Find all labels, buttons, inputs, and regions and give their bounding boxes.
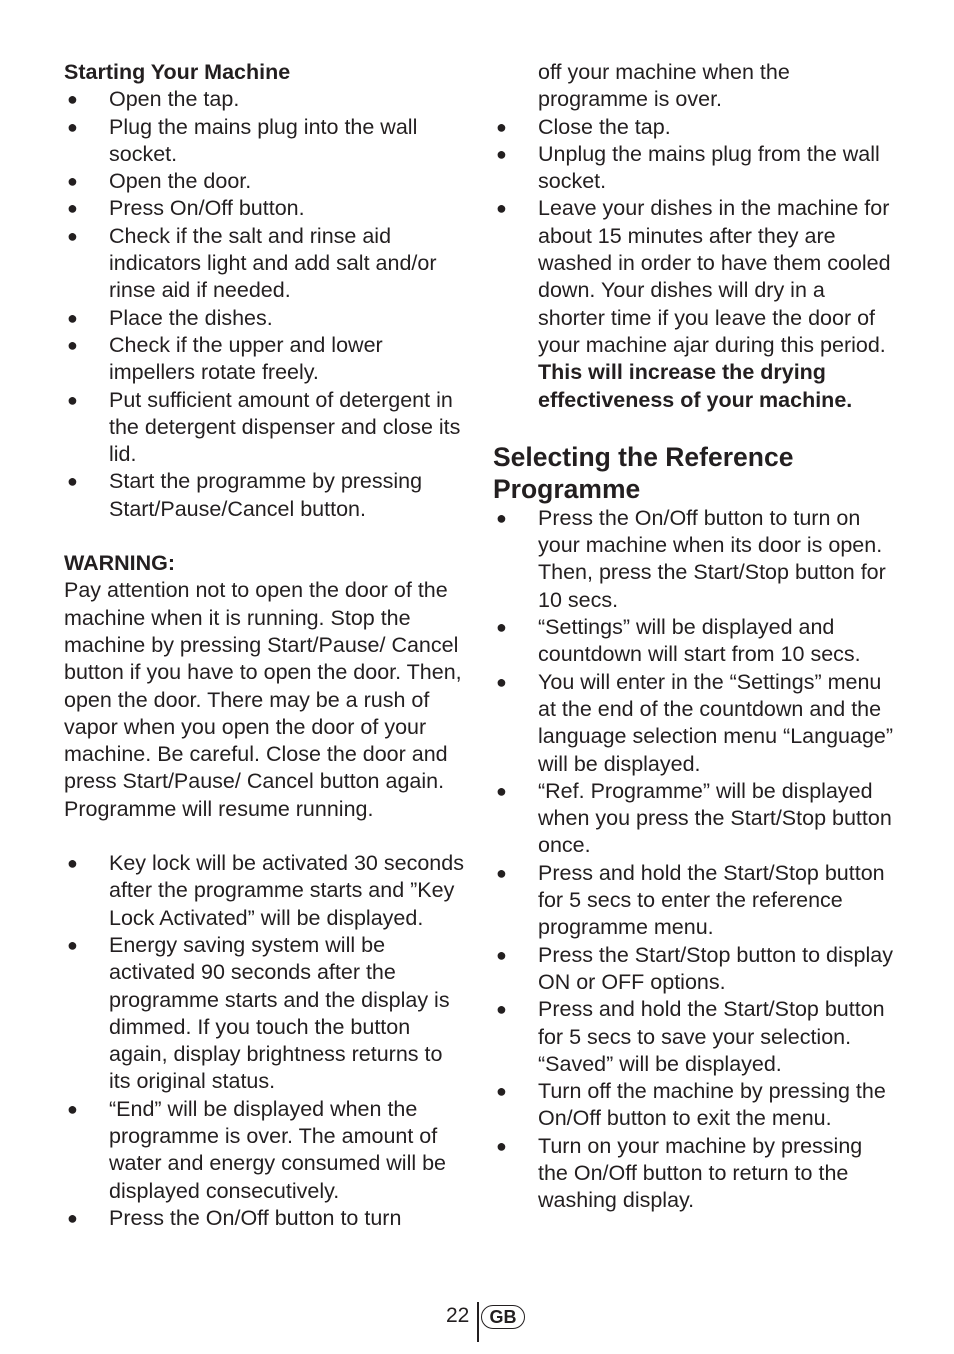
- list-item-text: Open the tap.: [109, 87, 240, 112]
- list-item: [493, 669, 893, 778]
- page-number: 22: [446, 1304, 470, 1327]
- bullet-icon: ●: [67, 1207, 78, 1228]
- list-item: [64, 1096, 464, 1205]
- reference-steps-list: [493, 505, 893, 1215]
- list-item: [64, 223, 464, 305]
- list-item-text: “Settings” will be displayed and countdown will start from 10 secs.: [538, 615, 861, 667]
- list-item-text: Energy saving system will be activated 90 seconds after the programme starts and the display is dimmed. If you touch the button again, display brightness returns to its original status.: [109, 932, 450, 1094]
- list-item-text: “Ref. Programme” will be displayed when you press the Start/Stop button once.: [538, 778, 892, 858]
- list-item-text: Press On/Off button.: [109, 196, 305, 221]
- warning-text: Pay attention not to open the door of the machine when it is running. Stop the machine by pressing Start/Pause/ Cancel button if you have to open the door. Then, open the door. There may be a rush of vapor when you open the door of your machine. Be careful. Close the door and press Start/Pause/ Cancel button again. Programme will resume running.: [64, 578, 462, 821]
- list-item-text: Press the Start/Stop button to display ON or OFF options.: [538, 942, 893, 994]
- bullet-icon: ●: [496, 617, 507, 638]
- bullet-icon: ●: [496, 671, 507, 692]
- list-item: [64, 332, 464, 387]
- bullet-icon: ●: [67, 171, 78, 192]
- bullet-icon: ●: [67, 334, 78, 355]
- bullet-icon: ●: [496, 1135, 507, 1156]
- leave-dishes-list: [493, 195, 893, 413]
- right-column: [493, 59, 893, 1215]
- bullet-icon: ●: [496, 507, 507, 528]
- list-item: [64, 305, 464, 332]
- end-steps-list: [493, 114, 893, 196]
- list-item: [493, 114, 893, 141]
- bullet-icon: ●: [496, 198, 507, 219]
- list-item-text: Open the door.: [109, 169, 252, 194]
- bullet-icon: ●: [496, 116, 507, 137]
- bullet-icon: ●: [67, 198, 78, 219]
- section-heading-reference: Selecting the Reference Programme: [493, 441, 794, 504]
- list-item-text: Close the tap.: [538, 114, 671, 139]
- list-item-text: Unplug the mains plug from the wall socket.: [538, 141, 880, 194]
- warning-label: WARNING:: [64, 551, 176, 576]
- list-item-text: Plug the mains plug into the wall socket.: [109, 114, 418, 166]
- list-item: [493, 778, 893, 860]
- bullet-icon: ●: [67, 116, 78, 137]
- bullet-icon: ●: [496, 1081, 507, 1102]
- list-item-text: Check if the salt and rinse aid indicators light and add salt and/or rinse aid if needed.: [109, 223, 437, 303]
- list-item-text: Press the On/Off button to turn on your machine when its door is open. Then, press the Start/Stop button for 10 secs.: [538, 505, 886, 612]
- bullet-icon: ●: [67, 853, 78, 874]
- list-item-text: Start the programme by pressing Start/Pause/Cancel button.: [109, 469, 423, 521]
- list-item-text: You will enter in the “Settings” menu at the end of the countdown and the language selection menu “Language” will be displayed.: [538, 669, 894, 776]
- list-item-text: Press and hold the Start/Stop button for 5 secs to enter the reference programme menu.: [538, 860, 885, 940]
- bullet-icon: ●: [496, 944, 507, 965]
- list-item: [493, 141, 893, 196]
- footer-divider: [477, 1302, 479, 1342]
- list-item: [64, 195, 464, 222]
- list-item: [493, 1133, 893, 1215]
- bullet-icon: ●: [496, 862, 507, 883]
- section-heading-starting: Starting Your Machine: [64, 60, 291, 84]
- list-item-text: Key lock will be activated 30 seconds after the programme starts and ”Key Lock Activated” will be displayed.: [109, 851, 464, 930]
- bullet-icon: ●: [67, 1098, 78, 1119]
- left-column: [64, 59, 464, 1232]
- bullet-icon: ●: [67, 389, 78, 410]
- leave-dishes-emphasis: This will increase the drying effectiveness of your machine.: [538, 360, 853, 412]
- bullet-icon: ●: [496, 143, 507, 164]
- list-item: [64, 850, 464, 932]
- list-item-text: Put sufficient amount of detergent in the detergent dispenser and close its lid.: [109, 387, 461, 467]
- list-item: [493, 860, 893, 942]
- start-steps-list: [64, 86, 464, 523]
- leave-dishes-text: Leave your dishes in the machine for about 15 minutes after they are washed in order to have them cooled down. Your dishes will dry in a shorter time if you leave the door of your machine ajar during this period.: [538, 196, 891, 357]
- list-item-text: Press and hold the Start/Stop button for 5 secs to save your selection. “Saved” will be displayed.: [538, 997, 885, 1076]
- list-item: [64, 168, 464, 195]
- list-item: [493, 942, 893, 997]
- bullet-icon: ●: [67, 934, 78, 955]
- list-item: [64, 468, 464, 523]
- list-item: [493, 996, 893, 1078]
- bullet-icon: ●: [67, 89, 78, 110]
- list-item-text: Turn on your machine by pressing the On/Off button to return to the washing display.: [538, 1133, 863, 1213]
- bullet-icon: ●: [496, 780, 507, 801]
- list-item: [64, 114, 464, 169]
- list-item: [64, 932, 464, 1096]
- list-item-text: Check if the upper and lower impellers rotate freely.: [109, 332, 383, 385]
- after-start-list: [64, 850, 464, 1232]
- list-item-text: “End” will be displayed when the programme is over. The amount of water and energy consumed will be displayed consecutively.: [109, 1096, 447, 1203]
- list-item: [64, 86, 464, 113]
- list-item-text: Place the dishes.: [109, 305, 273, 330]
- list-item: [64, 387, 464, 469]
- list-item: [493, 195, 893, 413]
- language-badge: GB: [481, 1305, 525, 1329]
- list-item: [64, 1205, 464, 1232]
- bullet-icon: ●: [67, 225, 78, 246]
- list-item-text: Press the On/Off button to turn: [109, 1205, 402, 1230]
- list-item: [493, 505, 893, 614]
- continued-item-text: off your machine when the programme is over.: [538, 60, 790, 112]
- list-item-text: Turn off the machine by pressing the On/Off button to exit the menu.: [538, 1079, 886, 1131]
- bullet-icon: ●: [67, 471, 78, 492]
- bullet-icon: ●: [67, 307, 78, 328]
- bullet-icon: ●: [496, 999, 507, 1020]
- list-item: [493, 1078, 893, 1133]
- list-item: [493, 614, 893, 669]
